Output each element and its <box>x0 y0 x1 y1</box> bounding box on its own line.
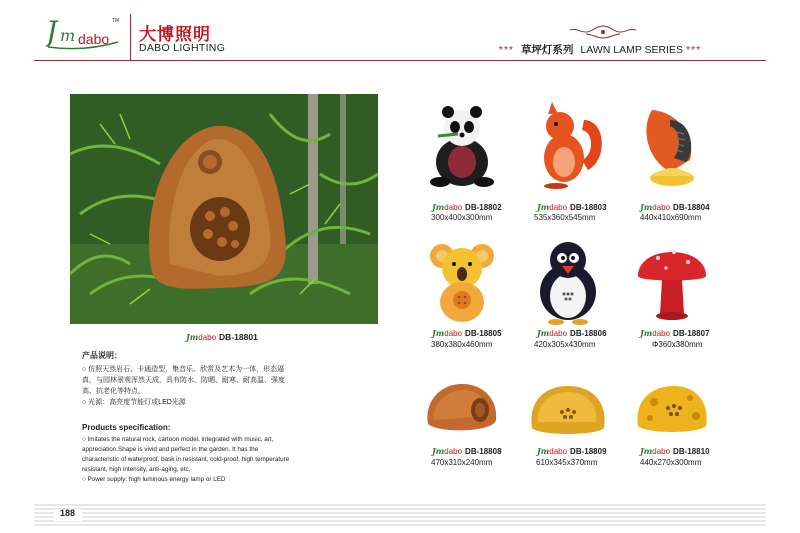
footer-lines <box>34 503 766 527</box>
page-number: 188 <box>60 508 76 518</box>
mini-logo: Jmdabo <box>537 328 568 338</box>
header-rule <box>34 60 766 61</box>
product-size: 300x400x300mm <box>431 213 493 222</box>
svg-text:J: J <box>46 15 58 48</box>
mini-logo: Jmdabo <box>432 202 463 212</box>
product-image-shell <box>630 100 714 190</box>
product-code: Jmdabo DB-18809 <box>537 446 607 456</box>
product-code: Jmdabo DB-18805 <box>432 328 502 338</box>
product-size: 440x270x300mm <box>640 458 702 467</box>
mini-logo: Jmdabo <box>640 328 671 338</box>
desc-en-item: ○ Power supply: high luminous energy lamp or LED <box>82 476 226 483</box>
product-size: 440x410x690mm <box>640 213 702 222</box>
product-size: 420x305x430mm <box>534 340 596 349</box>
desc-en-title: Products specification: <box>82 423 171 432</box>
product-size: 535x360x545mm <box>534 213 596 222</box>
main-product-photo <box>70 94 378 324</box>
product-code: Jmdabo DB-18806 <box>537 328 607 338</box>
product-code: Jmdabo DB-18807 <box>640 328 710 338</box>
product-code: Jmdabo DB-18803 <box>537 202 607 212</box>
desc-cn-item: ○ 光源：高亮度节能灯或LED光源 <box>82 399 186 406</box>
desc-cn-title: 产品说明： <box>82 351 122 360</box>
main-product-code <box>186 332 258 342</box>
product-size: 380x380x460mm <box>431 340 493 349</box>
product-image-koala <box>420 236 504 326</box>
product-size: 610x345x370mm <box>536 458 598 467</box>
trademark-mark: TM <box>112 18 120 24</box>
desc-cn-item: ○ 仿照天然岩石、卡通造型，集音乐、欣赏及艺术为一体，形态逼真，与园林景观浑然天成，具有防水、防晒、耐寒、耐高温、强度高、抗老化等特点。 <box>82 366 285 395</box>
product-image-rock-brown <box>420 372 504 442</box>
product-code: Jmdabo DB-18810 <box>640 446 710 456</box>
mini-logo: Jmdabo <box>432 328 463 338</box>
brand-name-cn: 大博照明 <box>139 25 211 44</box>
brand-logo <box>46 14 124 50</box>
series-title <box>480 42 720 57</box>
product-image-squirrel <box>526 100 610 190</box>
product-code: Jmdabo DB-18802 <box>432 202 502 212</box>
product-size: 470x310x240mm <box>431 458 493 467</box>
header-divider <box>130 14 131 60</box>
mini-logo: Jmdabo <box>432 446 463 456</box>
svg-text:m: m <box>60 26 76 45</box>
product-code: Jmdabo DB-18804 <box>640 202 710 212</box>
ornament-icon <box>568 24 638 40</box>
mini-logo: Jmdabo <box>537 202 568 212</box>
product-image-rock-gold <box>630 372 714 442</box>
desc-en-item: ○ Imitates the natural rock, cartoon model, integrated with music, art, appreciation.Shape is vivid and perfect in the garden. It has the characteristic of waterproof, bask in resistant, cold-proof, high temperature resistant, high intensity, anti-aging, etc. <box>82 436 290 473</box>
product-image-panda <box>420 100 504 190</box>
main-code-text: DB-18801 <box>219 332 258 342</box>
desc-cn <box>82 364 292 408</box>
mini-logo: Jmdabo <box>186 332 217 342</box>
mini-logo: Jmdabo <box>640 202 671 212</box>
stars-left: *** <box>498 44 515 56</box>
mini-logo: Jmdabo <box>537 446 568 456</box>
series-title-cn: 草坪灯系列 <box>520 44 574 56</box>
product-size: Φ360x380mm <box>652 340 703 349</box>
desc-en <box>82 435 292 485</box>
product-code: Jmdabo DB-18808 <box>432 446 502 456</box>
product-image-penguin <box>526 236 610 326</box>
series-title-en: LAWN LAMP SERIES <box>580 44 684 56</box>
product-image-mushroom <box>630 236 714 326</box>
mini-logo: Jmdabo <box>640 446 671 456</box>
brand-name-en: DABO LIGHTING <box>139 42 226 54</box>
stars-right: *** <box>685 44 702 56</box>
svg-text:dabo: dabo <box>78 31 110 47</box>
product-image-rock-yellow <box>526 372 610 442</box>
